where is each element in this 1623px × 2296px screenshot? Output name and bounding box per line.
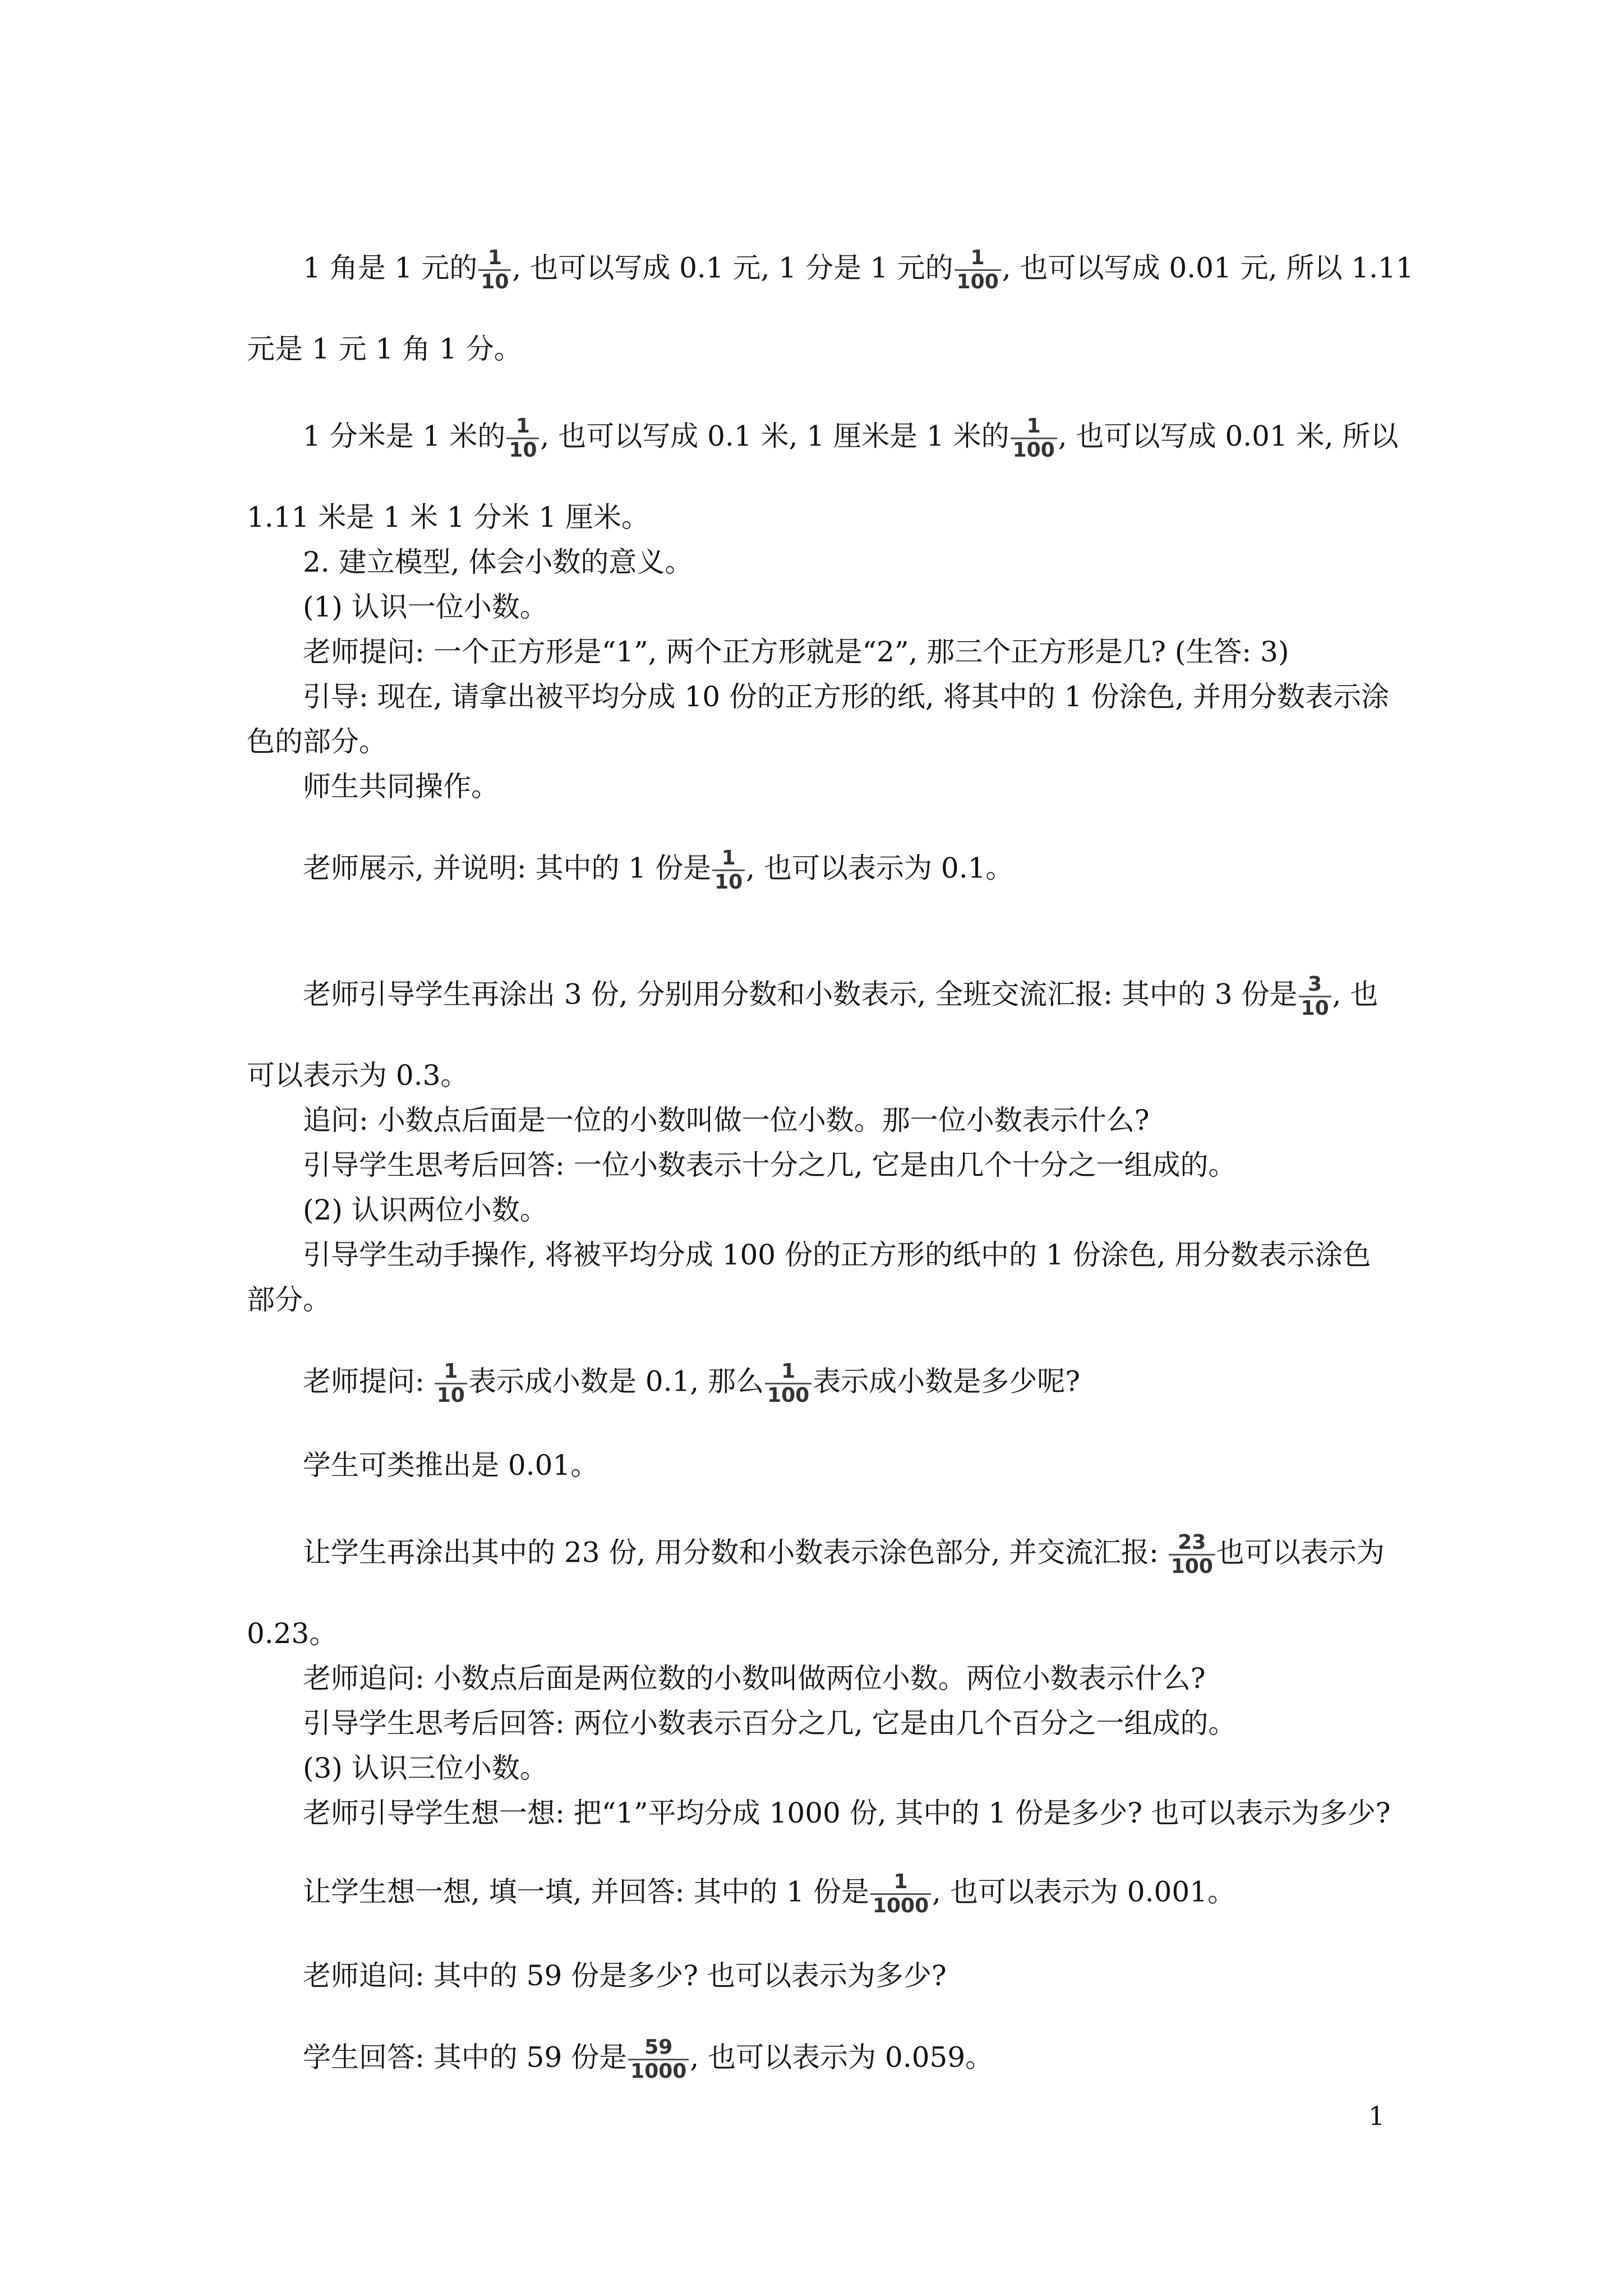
teacher-question: 老师提问: 一个正方形是“1”, 两个正方形就是“2”, 那三个正方形是几? (生答: 3) (303, 636, 1289, 668)
teacher-prompt: 老师引导学生想一想: 把“1”平均分成 1000 份, 其中的 1 份是多少? 也可以表示为多少? (303, 1797, 1391, 1829)
teacher-guide-three: 老师引导学生再涂出 3 份, 分别用分数和小数表示, 全班交流汇报: 其中的 3 份是 $\frac{3}{10}$ , 也 (303, 973, 1378, 1020)
fraction: $\frac{1}{10}$ (506, 415, 539, 462)
answer-text: 引导学生思考后回答: 两位小数表示百分之几, 它是由几个百分之一组成的。 (303, 1707, 1237, 1740)
student-inference: 学生可类推出是 0.01。 (303, 1449, 599, 1481)
fraction: $\frac{23}{100}$ (1169, 1531, 1215, 1578)
guide-text: 引导: 现在, 请拿出被平均分成 10 份的正方形的纸, 将其中的 1 份涂色, 并用分数表示涂 (303, 680, 1390, 713)
guide-text: 引导学生动手操作, 将被平均分成 100 份的正方形的纸中的 1 份涂色, 用分数表示涂色 (303, 1239, 1371, 1271)
student-answer: 学生回答: 其中的 59 份是 $\frac{59}{1000}$ , 也可以表示为 0.059。 (303, 2036, 994, 2083)
fraction: $\frac{59}{1000}$ (628, 2036, 689, 2083)
teacher-question: 老师提问: $\frac{1}{10}$ 表示成小数是 0.1, 那么 $\frac{1}{100}$ 表示成小数是多少呢? (303, 1360, 1081, 1407)
subsection-heading: (3) 认识三位小数。 (303, 1752, 548, 1784)
paragraph-continuation: 1.11 米是 1 米 1 分米 1 厘米。 (247, 501, 650, 533)
fraction: $\frac{1}{100}$ (765, 1360, 811, 1407)
fraction: $\frac{1}{100}$ (1011, 415, 1057, 462)
fraction: $\frac{1}{10}$ (712, 847, 745, 894)
page-number: 1 (1368, 2101, 1385, 2131)
paragraph-fenmi-mi: 1 分米是 1 米的 $\frac{1}{10}$ , 也可以写成 0.1 米, 1 厘米是 1 米的 $\frac{1}{100}$ , 也可以写成 0.01 米, 所以 (303, 415, 1399, 462)
guide-text-continuation: 部分。 (247, 1283, 331, 1316)
teacher-demo: 老师展示, 并说明: 其中的 1 份是 $\frac{1}{10}$ , 也可以表示为 0.1。 (303, 846, 1014, 894)
paragraph-continuation: 元是 1 元 1 角 1 分。 (247, 333, 522, 365)
fraction: $\frac{1}{10}$ (478, 247, 511, 293)
paragraph-continuation: 可以表示为 0.3。 (247, 1059, 469, 1092)
fraction: $\frac{3}{10}$ (1299, 973, 1331, 1020)
fraction: $\frac{1}{100}$ (955, 247, 1001, 293)
fraction: $\frac{1}{10}$ (435, 1360, 467, 1407)
section-heading: 2. 建立模型, 体会小数的意义。 (303, 546, 693, 578)
paragraph-continuation: 0.23。 (247, 1617, 338, 1650)
fraction: $\frac{1}{1000}$ (870, 1871, 931, 1917)
follow-up-question: 老师追问: 其中的 59 份是多少? 也可以表示为多少? (303, 1959, 947, 1992)
cooperative-operation: 师生共同操作。 (303, 770, 499, 803)
student-report: 让学生再涂出其中的 23 份, 用分数和小数表示涂色部分, 并交流汇报: $\frac{23}{100}$ 也可以表示为 (303, 1531, 1385, 1578)
subsection-heading: (2) 认识两位小数。 (303, 1194, 548, 1226)
subsection-heading: (1) 认识一位小数。 (303, 591, 548, 623)
follow-up-question: 老师追问: 小数点后面是两位数的小数叫做两位小数。两位小数表示什么? (303, 1662, 1206, 1695)
student-fill: 让学生想一想, 填一填, 并回答: 其中的 1 份是 $\frac{1}{1000}$ , 也可以表示为 0.001。 (303, 1870, 1235, 1917)
follow-up-question: 追问: 小数点后面是一位的小数叫做一位小数。那一位小数表示什么? (303, 1104, 1150, 1137)
guide-text-continuation: 色的部分。 (247, 725, 387, 758)
answer-text: 引导学生思考后回答: 一位小数表示十分之几, 它是由几个十分之一组成的。 (303, 1149, 1237, 1181)
paragraph-jiao-yuan: 1 角是 1 元的 $\frac{1}{10}$ , 也可以写成 0.1 元, 1 分是 1 元的 $\frac{1}{100}$ , 也可以写成 0.01 元, 所以 1.11 (303, 246, 1414, 293)
